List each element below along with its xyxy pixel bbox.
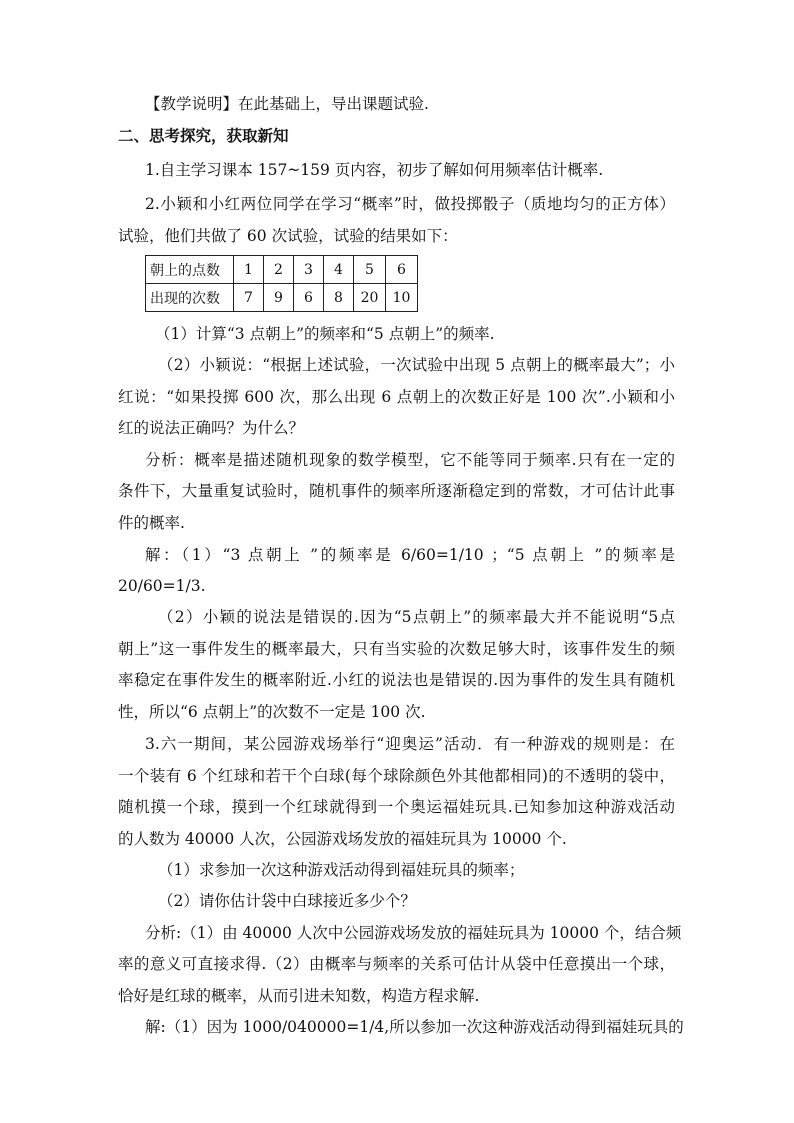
item-2-line-2: 试验，他们共做了 60 次试验，试验的结果如下： [118,227,458,245]
table-cell: 4 [324,256,354,284]
table-cell: 2 [264,256,294,284]
question-1-text: （1）计算“3 点朝上”的频率和“5 点朝上”的频率. [155,325,495,343]
table-cell: 10 [386,284,418,312]
table-row-header: 朝上的点数 [146,256,234,284]
table-cell: 7 [234,284,264,312]
question-2-line-3: 红的说法正确吗？为什么？ [118,419,305,437]
question-2-line-2: 红说：“如果投掷 600 次，那么出现 6 点朝上的次数正好是 100 次”.小颖和小 [118,388,675,406]
solution-1-line-1: 解：（1）“3 点朝上 ”的频率是 6/60=1/10 ；“5 点朝上 ”的频率是 [145,546,675,564]
analysis-3-line-3: 恰好是红球的概率，从而引进未知数，构造方程求解. [118,987,480,1005]
item-3-line-2: 一个装有 6 个红球和若干个白球(每个球除颜色外其他都相同)的不透明的袋中， [118,767,675,785]
table-cell: 3 [294,256,324,284]
item-3-line-3: 随机摸一个球，摸到一个红球就得到一个奥运福娃玩具.已知参加这种游戏活动 [118,798,675,816]
question-2-line-1: （2）小颖说：“根据上述试验，一次试验中出现 5 点朝上的概率最大”；小 [158,356,675,374]
solution-2-line-1: （2）小颖的说法是错误的.因为“5点朝上”的频率最大并不能说明“5点 [158,608,675,626]
table-row [146,256,418,284]
solution-3-line-1: 解:（1）因为 1000/040000=1/4,所以参加一次这种游戏活动得到福娃玩具的 [145,1018,684,1036]
analysis-3-line-1: 分析:（1）由 40000 人次中公园游戏场发放的福娃玩具为 10000 个，结合频 [145,924,682,942]
analysis-1-line-3: 件的概率. [118,514,185,532]
table-cell: 9 [264,284,294,312]
item-3-question-2: （2）请你估计袋中白球接近多少个？ [158,892,416,910]
table-cell: 6 [386,256,418,284]
table-cell: 1 [234,256,264,284]
analysis-1-line-1: 分析：概率是描述随机现象的数学模型，它不能等同于频率.只有在一定的 [145,451,675,469]
item-3-question-1: （1）求参加一次这种游戏活动得到福娃玩具的频率； [158,861,525,879]
analysis-3-line-2: 率的意义可直接求得.（2）由概率与频率的关系可估计从袋中任意摸出一个球， [118,955,675,973]
teaching-note: 【教学说明】在此基础上，导出课题试验. [145,95,429,113]
solution-2-line-3: 率稳定在事件发生的概率附近.小红的说法也是错误的.因为事件的发生具有随机 [118,671,675,689]
item-1-text: 1.自主学习课本 157~159 页内容，初步了解如何用频率估计概率. [145,161,604,179]
table-row [146,284,418,312]
section-heading: 二、思考探究，获取新知 [118,126,289,145]
table-cell: 5 [354,256,386,284]
solution-2-line-4: 性，所以“6 点朝上”的次数不一定是 100 次. [118,703,426,721]
table-row-header: 出现的次数 [146,284,234,312]
item-2-line-1: 2.小颖和小红两位同学在学习“概率”时，做投掷骰子（质地均匀的正方体） [145,195,675,213]
table-cell: 8 [324,284,354,312]
solution-2-line-2: 朝上”这一事件发生的概率最大，只有当实验的次数足够大时，该事件发生的频 [118,640,675,658]
dice-results-table [145,255,418,312]
table-cell: 6 [294,284,324,312]
analysis-1-line-2: 条件下，大量重复试验时，随机事件的频率所逐渐稳定到的常数，才可估计此事 [118,482,675,500]
solution-1-line-2: 20/60=1/3. [118,577,206,595]
table-cell: 20 [354,284,386,312]
item-3-line-1: 3.六一期间，某公园游戏场举行“迎奥运”活动．有一种游戏的规则是：在 [145,735,675,753]
item-3-line-4: 的人数为 40000 人次，公园游戏场发放的福娃玩具为 10000 个. [118,830,567,848]
